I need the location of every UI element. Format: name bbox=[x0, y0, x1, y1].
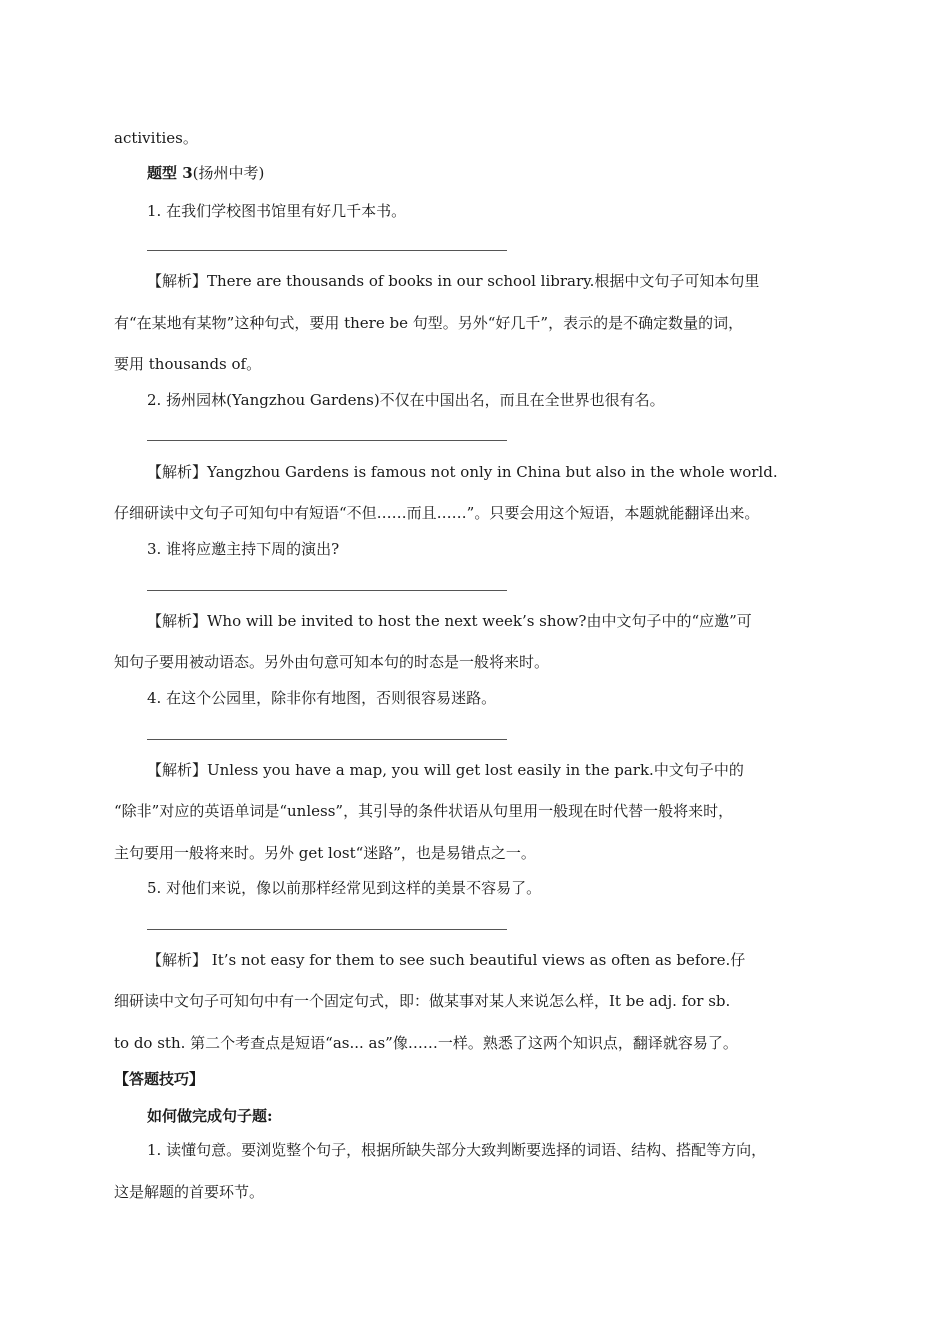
analysis-1-line-1: 【解析】There are thousands of books in our school library.根据中文句子可知本句里 bbox=[147, 272, 760, 290]
analysis-4-line-1: 【解析】Unless you have a map, you will get lost easily in the park.中文句子中的 bbox=[147, 761, 744, 779]
analysis-1-line-2: 有“在某地有某物”这种句式，要用 there be 句型。另外“好几千”，表示的是不确定数量的词， bbox=[114, 314, 744, 332]
analysis-5-line-1: 【解析】 It’s not easy for them to see such beautiful views as often as before.仔 bbox=[147, 951, 746, 969]
analysis-2-line-1: 【解析】Yangzhou Gardens is famous not only in China but also in the whole world. bbox=[147, 463, 778, 481]
analysis-1-line-3: 要用 thousands of。 bbox=[114, 355, 262, 373]
answer-blank-3 bbox=[147, 590, 507, 591]
section-source: (扬州中考) bbox=[192, 164, 265, 182]
analysis-5-line-3: to do sth. 第二个考查点是短语“as... as”像……一样。熟悉了这两个知识点，翻译就容易了。 bbox=[114, 1034, 738, 1052]
tips-heading: 【答题技巧】 bbox=[114, 1070, 205, 1088]
question-5: 5. 对他们来说，像以前那样经常见到这样的美景不容易了。 bbox=[147, 879, 542, 897]
question-2: 2. 扬州园林(Yangzhou Gardens)不仅在中国出名，而且在全世界也很有名。 bbox=[147, 391, 665, 409]
section-label: 题型 3 bbox=[147, 164, 193, 182]
analysis-4-line-2: “除非”对应的英语单词是“unless”，其引导的条件状语从句里用一般现在时代替一般将来时， bbox=[114, 802, 734, 820]
analysis-4-line-3: 主句要用一般将来时。另外 get lost“迷路”，也是易错点之一。 bbox=[114, 844, 536, 862]
analysis-3-line-2: 知句子要用被动语态。另外由句意可知本句的时态是一般将来时。 bbox=[114, 653, 550, 671]
question-1: 1. 在我们学校图书馆里有好几千本书。 bbox=[147, 202, 407, 220]
question-4: 4. 在这个公园里，除非你有地图，否则很容易迷路。 bbox=[147, 689, 497, 707]
answer-blank-5 bbox=[147, 929, 507, 930]
tips-subheading: 如何做完成句子题: bbox=[147, 1107, 273, 1125]
answer-blank-4 bbox=[147, 739, 507, 740]
analysis-5-line-2: 细研读中文句子可知句中有一个固定句式，即：做某事对某人来说怎么样，It be adj. for sb. bbox=[114, 992, 731, 1010]
analysis-3-line-1: 【解析】Who will be invited to host the next week’s show?由中文句子中的“应邀”可 bbox=[147, 612, 752, 630]
tips-line-1: 1. 读懂句意。要浏览整个句子，根据所缺失部分大致判断要选择的词语、结构、搭配等方向， bbox=[147, 1141, 767, 1159]
continuation-text: activities。 bbox=[114, 129, 198, 147]
answer-blank-1 bbox=[147, 250, 507, 251]
question-3: 3. 谁将应邀主持下周的演出? bbox=[147, 540, 340, 558]
analysis-2-line-2: 仔细研读中文句子可知句中有短语“不但……而且……”。只要会用这个短语，本题就能翻译出来。 bbox=[114, 504, 760, 522]
answer-blank-2 bbox=[147, 440, 507, 441]
tips-line-2: 这是解题的首要环节。 bbox=[114, 1183, 265, 1201]
section-title bbox=[147, 163, 840, 183]
